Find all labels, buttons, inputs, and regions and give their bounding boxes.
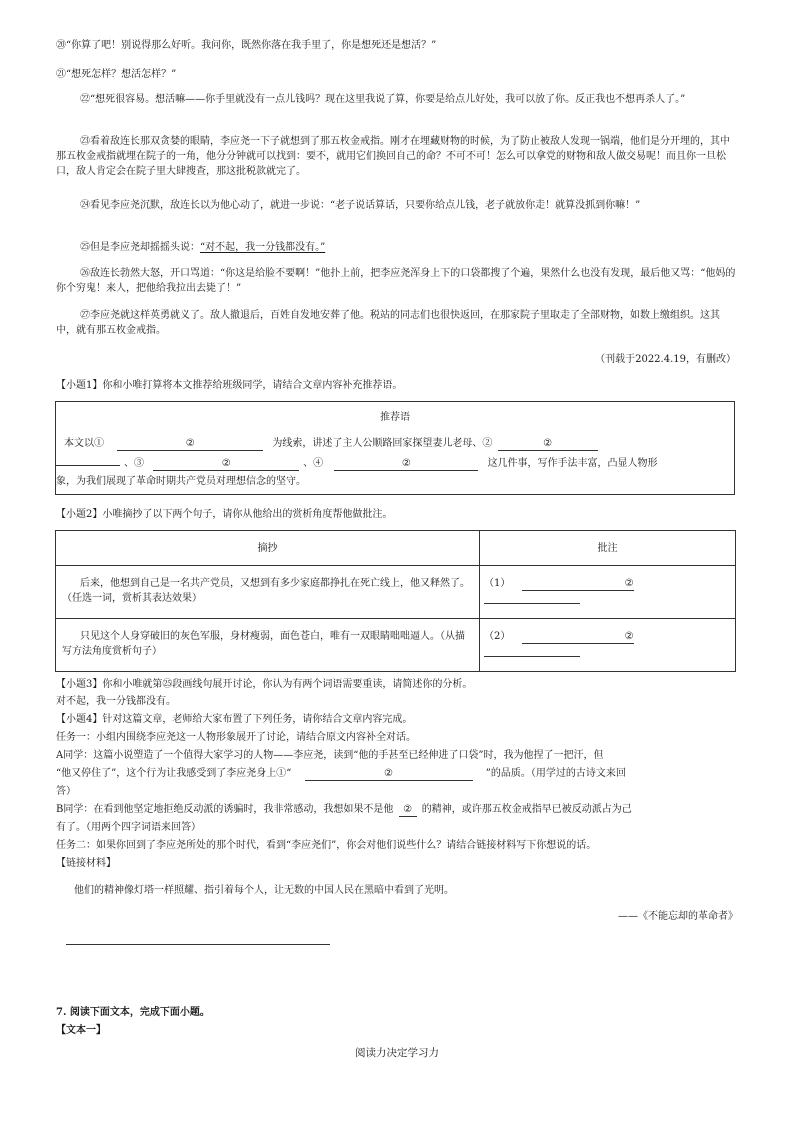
paragraph-25 xyxy=(56,240,746,255)
column-header-excerpt: 摘抄 xyxy=(56,531,480,566)
answer-line[interactable] xyxy=(66,944,330,945)
paragraph-24: ㉔看见李应尧沉默，敌连长以为他心动了，就进一步说：“老子说话算话，只要你给点儿钱，老子就放你走！就算没抓到你嘛！” xyxy=(80,200,641,211)
blank-4[interactable] xyxy=(334,457,478,471)
recommendation-box xyxy=(55,401,735,495)
student-a-line-1: A同学：这篇小说塑造了一个值得大家学习的人物——李应尧，读到“他的手甚至已经伸进了口袋”时，我为他捏了一把汗，但 xyxy=(56,750,604,761)
blank-2-cont[interactable] xyxy=(56,465,120,466)
rec-text-1a: 本文以① xyxy=(64,438,104,449)
q7-heading: 7. 阅读下面文本，完成下面小题。 xyxy=(56,1007,210,1018)
rec-text-2c: 这几件事，写作手法丰富，凸显人物形 xyxy=(487,458,658,469)
student-b-text-b: 的精神，或许那五枚金戒指早已被反动派占为己 xyxy=(421,804,632,815)
note-content xyxy=(480,566,735,604)
blank-1-mark: ② xyxy=(185,438,195,449)
student-a-text-a: “他又停住了”，这个行为让我感受到了李应尧身上①“ xyxy=(56,768,292,779)
blank-a-mark: ② xyxy=(384,768,394,779)
student-b-line-1 xyxy=(56,802,746,817)
note-content xyxy=(480,619,735,657)
blank-1[interactable] xyxy=(117,437,263,451)
task-2: 任务二：如果你回到了李应尧所处的那个时代，看到“李应尧们”，你会对他们说些什么？请结合链接材料写下你想说的话。 xyxy=(56,840,597,851)
recommendation-title: 推荐语 xyxy=(380,412,410,423)
blank-b[interactable] xyxy=(399,803,417,817)
student-a-line-3: 答） xyxy=(56,786,76,797)
link-material-title: 【链接材料】 xyxy=(56,858,116,869)
rec-text-1b: 为线索，讲述了主人公顺路回家探望妻儿老母、② xyxy=(272,438,493,449)
note-blank-tail[interactable] xyxy=(484,644,580,657)
paragraph-27: ㉗李应尧就这样英勇就义了。敌人撤退后，百姓自发地安葬了他。税站的同志们也很快返回，在那家院子里取走了全部财物，如数上缴组织。这其中，就有那五枚金戒指。 xyxy=(56,310,720,336)
rec-text-2b: 、④ xyxy=(303,458,324,469)
note-number: （1） xyxy=(484,578,511,589)
blank-4-mark: ② xyxy=(401,458,411,469)
rec-text-2a: 、③ xyxy=(124,458,144,469)
note-blank-mark: ② xyxy=(624,578,634,589)
note-number: （2） xyxy=(484,631,511,642)
column-header-note: 批注 xyxy=(480,531,736,566)
table-row xyxy=(56,566,736,619)
link-material-text: 他们的精神像灯塔一样照耀、指引着每个人，让无数的中国人民在黑暗中看到了光明。 xyxy=(74,885,454,896)
q1-prompt: 【小题1】你和小唯打算将本文推荐给班级同学，请结合文章内容补充推荐语。 xyxy=(56,380,403,391)
student-a-line-2 xyxy=(56,766,746,781)
excerpt-text: 只见这个人身穿破旧的灰色军服，身材瘦弱，面色苍白，唯有一双眼睛咄咄逼人。（从描写方法角度赏析句子） xyxy=(62,631,465,657)
recommendation-line-2 xyxy=(56,456,658,471)
paragraph-23: ㉓看着敌连长那双贪婪的眼睛，李应尧一下子就想到了那五枚金戒指。刚才在埋藏财物的时候，为了防止被敌人发现一锅端，他们是分开埋的，其中那五枚金戒指就埋在院子的一角，他分分钟就可以找到：要不，就用它们换回自己的命？不可不可！怎么可以拿党的财物和敌人做交易呢！而且你一旦松口，敌人肯定会在院子里大肆搜查，那这批税款就完了。 xyxy=(56,136,730,177)
blank-a[interactable] xyxy=(305,767,473,781)
blank-2-mark: ② xyxy=(543,438,553,449)
text-one-label: 【文本一】 xyxy=(56,1025,106,1036)
recommendation-line-3: 象，为我们展现了革命时期共产党员对理想信念的坚守。 xyxy=(56,476,306,487)
excerpt-cell xyxy=(56,619,480,672)
paragraph-21: ㉑“想死怎样？想活怎样？” xyxy=(56,69,177,80)
paragraph-25-prefix: ㉕但是李应尧却摇摇头说： xyxy=(80,242,200,253)
source-note: （刊载于2022.4.19，有删改） xyxy=(595,354,736,365)
paragraph-26: ㉖敌连长勃然大怒，开口骂道：“你这是给脸不要啊！”他扑上前，把李应尧浑身上下的口袋都搜了个遍，果然什么也没有发现，最后他又骂：“他妈的你个穷鬼！来人，把他给我拉出去毙了！” xyxy=(56,268,736,294)
q3-quote: 对不起，我一分钱都没有。 xyxy=(56,696,176,707)
note-blank-mark: ② xyxy=(624,631,634,642)
excerpt-cell xyxy=(56,566,480,619)
paragraph-20: ⑳“你算了吧！别说得那么好听。我问你，既然你落在我手里了，你是想死还是想活？” xyxy=(56,40,437,51)
student-b-line-2: 有了。（用两个四字词语来回答） xyxy=(56,822,201,833)
q3-prompt: 【小题3】你和小唯就第㉕段画线句展开讨论，你认为有两个词语需要重读，请简述你的分析。 xyxy=(56,679,473,690)
blank-3-mark: ② xyxy=(221,458,231,469)
table-row xyxy=(56,619,736,672)
q4-prompt: 【小题4】针对这篇文章，老师给大家布置了下列任务，请你结合文章内容完成。 xyxy=(56,714,413,725)
blank-3[interactable] xyxy=(153,457,299,471)
q2-prompt: 【小题2】小唯摘抄了以下两个句子，请你从他给出的赏析角度帮他做批注。 xyxy=(56,509,393,520)
note-blank[interactable] xyxy=(522,630,634,644)
excerpt-text: 后来，他想到自己是一名共产党员，又想到有多少家庭都挣扎在死亡线上，他又释然了。（任选一词，赏析其表达效果） xyxy=(62,578,470,604)
note-cell[interactable] xyxy=(480,566,736,619)
note-cell[interactable] xyxy=(480,619,736,672)
task-1: 任务一：小组内围绕李应尧这一人物形象展开了讨论，请结合原文内容补全对话。 xyxy=(56,732,416,743)
student-b-text-a: B同学：在看到他坚定地拒绝反动派的诱骗时，我非常感动，我想如果不是他 xyxy=(56,804,394,815)
underlined-quote: “对不起，我一分钱都没有。” xyxy=(200,242,326,253)
paragraph-22: ㉒“想死很容易。想活嘛——你手里就没有一点儿钱吗？现在这里我说了算，你要是给点儿好处，我可以放了你。反正我也不想再杀人了。” xyxy=(80,94,686,105)
recommendation-line-1 xyxy=(64,436,598,451)
blank-2[interactable] xyxy=(498,437,598,451)
note-blank[interactable] xyxy=(522,577,634,591)
article-title: 阅读力决定学习力 xyxy=(355,1047,439,1059)
student-a-text-b: ”的品质。（用学过的古诗文来回 xyxy=(485,768,626,779)
annotation-table xyxy=(55,530,736,672)
link-material-source: ——《不能忘却的革命者》 xyxy=(618,911,738,922)
blank-b-mark: ② xyxy=(403,804,413,815)
note-blank-tail[interactable] xyxy=(484,591,580,604)
